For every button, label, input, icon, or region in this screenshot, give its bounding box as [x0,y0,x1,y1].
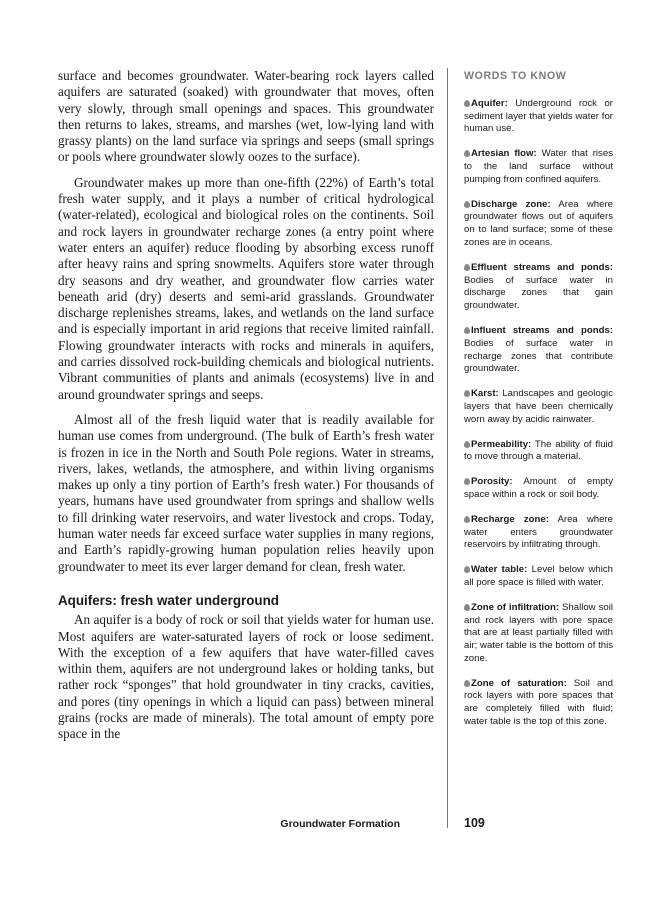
section-heading: Aquifers: fresh water underground [58,592,279,608]
glossary-entry [464,564,613,590]
glossary-term: Discharge zone: [471,198,551,210]
glossary-term: Aquifer: [471,97,508,109]
glossary-definition: Soil and rock layers with pore spaces that are completely filled with fluid; water table is the top of this zone. [464,677,614,728]
body-paragraph: surface and becomes groundwater. Water-bearing rock layers called aquifers are saturated (soaked) with groundwater that moves, often very slowly, through small openings and spaces. This groundwater then returns to lakes, streams, and marshes (wet, low-lying land with grassy plants) on the land surface via springs and seeps (small springs or pools where groundwater slowly oozes to the surface). [58,68,434,165]
glossary-entry [464,148,613,186]
glossary-entry [464,325,613,376]
glossary-entry [464,514,613,552]
main-text-column [58,68,434,752]
glossary-entry [464,262,613,313]
glossary-term: Permeability: [471,438,532,450]
glossary-term: Effluent streams and ponds: [471,261,613,273]
water-drop-icon [464,604,470,611]
glossary-entry [464,199,613,250]
glossary-definition: Amount of empty space within a rock or soil body. [464,476,613,500]
water-drop-icon [464,516,470,523]
glossary-term: Recharge zone: [471,513,549,525]
body-paragraph: Almost all of the fresh liquid water that is readily available for human use comes from underground. (The bulk of Earth’s fresh water is frozen in ice in the North and South Pole regions. Water in streams, rivers, lakes, wetlands, the atmosphere, and within living organisms makes up only a tiny portion of Earth’s fresh water.) For thousands of years, humans have used groundwater from springs and shallow wells to fill drinking water reservoirs, and water livestock and crops. Today, human water needs far exceed surface water supplies in many regions, and Earth’s rapidly-growing human population relies heavily upon groundwater to meet its ever larger demand for clean, fresh water. [58,411,434,574]
water-drop-icon [464,680,470,687]
glossary-term: Karst: [471,388,499,400]
glossary-definition: Water that rises to the land surface without pumping from confined aquifers. [464,148,613,185]
sidebar-title: WORDS TO KNOW [464,70,567,82]
water-drop-icon [464,150,470,157]
page-number: 109 [464,816,485,830]
glossary-definition: Level below which all pore space is filled with water. [464,564,613,588]
water-drop-icon [464,100,470,107]
glossary-entry [464,678,613,729]
glossary-term: Influent streams and ponds: [471,324,613,336]
glossary-definition: The ability of fluid to move through a material. [464,438,613,463]
glossary-definition: Area where water enters groundwater reservoirs by infiltrating through. [464,513,613,551]
water-drop-icon [464,390,470,397]
glossary-term: Zone of saturation: [471,677,567,689]
running-title: Groundwater Formation [280,818,400,830]
glossary-definition: Shallow soil and rock layers with pore space that are at least partially filled with air; water table is the bottom of this zone. [464,601,613,664]
body-paragraph: Groundwater makes up more than one-fifth (22%) of Earth’s total fresh water supply, and it plays a number of critical hydrological (water-related), ecological and biological roles on the continents. Soil and rock layers in groundwater recharge zones (a entry point where water enters an aquifer) reduce flooding by absorbing excess runoff after heavy rains and spring snowmelts. Aquifers store water through dry seasons and dry weather, and groundwater flow carries water beneath arid (dry) deserts and semi-arid grasslands. Groundwater discharge replenishes streams, lakes, and wetlands on the land surface and is especially important in arid regions that receive limited rainfall. Flowing groundwater interacts with rocks and minerals in aquifers, and carries dissolved rock-building chemicals and biological nutrients. Vibrant communities of plants and animals (ecosystems) live in and around groundwater springs and seeps. [58,174,434,402]
water-drop-icon [464,327,470,334]
water-drop-icon [464,441,470,448]
glossary-definition: Landscapes and geologic layers that have been chemically worn away by acidic rainwater. [464,388,613,425]
glossary-entry [464,476,613,502]
glossary-definition: Underground rock or sediment layer that yields water for human use. [464,97,613,135]
glossary-term: Artesian flow: [471,148,537,160]
glossary-definition: Area where groundwater flows out of aquifers on to land surface; some of these zones are in oceans. [464,198,613,248]
glossary-term: Zone of infiltration: [471,601,560,613]
glossary-entry [464,388,613,426]
water-drop-icon [464,478,470,485]
glossary-term: Porosity: [471,476,513,488]
glossary-entry [464,439,613,465]
glossary-term: Water table: [471,564,528,576]
glossary-definition: Bodies of surface water in recharge zones that contribute groundwater. [464,337,613,375]
water-drop-icon [464,201,470,208]
words-to-know-sidebar [464,70,613,741]
column-divider [447,68,448,828]
glossary-entry [464,602,613,666]
glossary-definition: Bodies of surface water in discharge zones that gain groundwater. [464,274,613,312]
body-paragraph: An aquifer is a body of rock or soil that yields water for human use. Most aquifers are water-saturated layers of rock or loose sediment. With the exception of a few aquifers that have water-filled caves within them, aquifers are not underground lakes or holding tanks, but rather rock “sponges” that hold groundwater in tiny cracks, cavities, and pores (tiny openings in which a liquid can pass) between mineral grains (rocks are made of minerals). The total amount of empty pore space in the [58,612,434,742]
page-footer [58,816,613,836]
glossary-entry [464,98,613,136]
water-drop-icon [464,566,470,573]
water-drop-icon [464,264,470,271]
